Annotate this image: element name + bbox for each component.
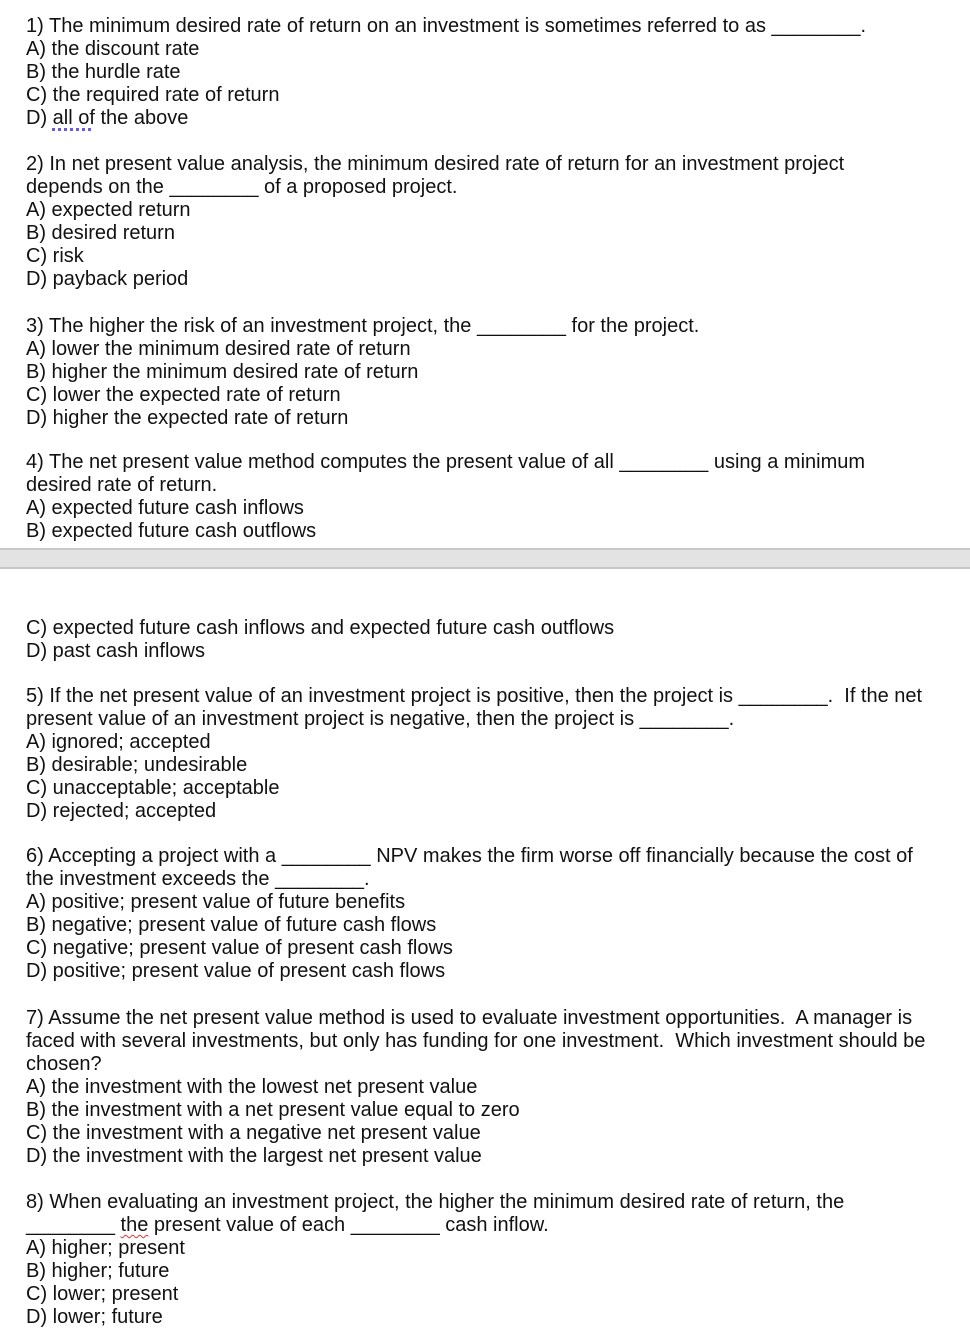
answer-option: B) desired return [26,222,175,244]
page-break [0,548,970,569]
answer-option: A) the investment with the lowest net present value [26,1076,478,1098]
question-stem-line: 8) When evaluating an investment project, the higher the minimum desired rate of return, the [26,1191,845,1213]
question-stem-line: 4) The net present value method computes the present value of all ________ using a minimum [26,451,866,473]
answer-option: B) the investment with a net present value equal to zero [26,1099,520,1121]
question-stem-line: faced with several investments, but only has funding for one investment. Which investment should be [26,1030,926,1052]
answer-option: C) the required rate of return [26,84,280,106]
answer-option: B) expected future cash outflows [26,520,317,542]
answer-option: A) higher; present [26,1237,185,1259]
answer-option: A) the discount rate [26,38,200,60]
question-7 [26,1007,970,1168]
answer-option: C) the investment with a negative net present value [26,1122,481,1144]
answer-option: A) expected return [26,199,191,221]
answer-option: D) higher the expected rate of return [26,407,349,429]
question-stem-line: present value of an investment project is negative, then the project is ________. [26,708,735,730]
answer-option: C) lower; present [26,1283,179,1305]
question-stem-line: 1) The minimum desired rate of return on an investment is sometimes referred to as ________. [26,15,867,37]
answer-option: C) negative; present value of present cash flows [26,937,453,959]
question-8 [26,1191,970,1329]
answer-option: B) negative; present value of future cash flows [26,914,437,936]
answer-option: C) unacceptable; acceptable [26,777,280,799]
question-4 [26,451,970,543]
question-stem-line: 5) If the net present value of an investment project is positive, then the project is ________. If the net [26,685,923,707]
question-6 [26,845,970,983]
question-5 [26,685,970,823]
answer-option: D) lower; future [26,1306,163,1328]
question-stem-line: 6) Accepting a project with a ________ NPV makes the firm worse off financially because the cost of [26,845,913,867]
question-stem-line: depends on the ________ of a proposed project. [26,176,458,198]
question-2 [26,153,970,291]
answer-option: A) ignored; accepted [26,731,211,753]
answer-option: A) expected future cash inflows [26,497,304,519]
question-stem-line: 3) The higher the risk of an investment project, the ________ for the project. [26,315,700,337]
question-4-continued [26,617,970,663]
answer-option: D) rejected; accepted [26,800,217,822]
answer-option: D) positive; present value of present cash flows [26,960,446,982]
question-stem-line: the investment exceeds the ________. [26,868,370,890]
answer-option: D) payback period [26,268,189,290]
answer-option: B) desirable; undesirable [26,754,248,776]
question-1 [26,15,970,130]
question-stem-line: 7) Assume the net present value method is used to evaluate investment opportunities. A manager is [26,1007,913,1029]
question-stem-line: 2) In net present value analysis, the minimum desired rate of return for an investment project [26,153,845,175]
answer-option: A) positive; present value of future benefits [26,891,406,913]
question-stem-line: desired rate of return. [26,474,218,496]
question-stem-line: chosen? [26,1053,102,1075]
answer-option: C) expected future cash inflows and expected future cash outflows [26,617,615,639]
answer-option: B) higher the minimum desired rate of return [26,361,419,383]
answer-option: D) the investment with the largest net present value [26,1145,482,1167]
answer-option: D) past cash inflows [26,640,205,662]
answer-option: A) lower the minimum desired rate of return [26,338,411,360]
answer-option: D) all of the above [26,107,189,129]
answer-option: B) higher; future [26,1260,170,1282]
question-3 [26,315,970,430]
answer-option: C) lower the expected rate of return [26,384,341,406]
answer-option: B) the hurdle rate [26,61,181,83]
answer-option: C) risk [26,245,84,267]
question-stem-line: ________ the present value of each ________ cash inflow. [26,1214,549,1236]
